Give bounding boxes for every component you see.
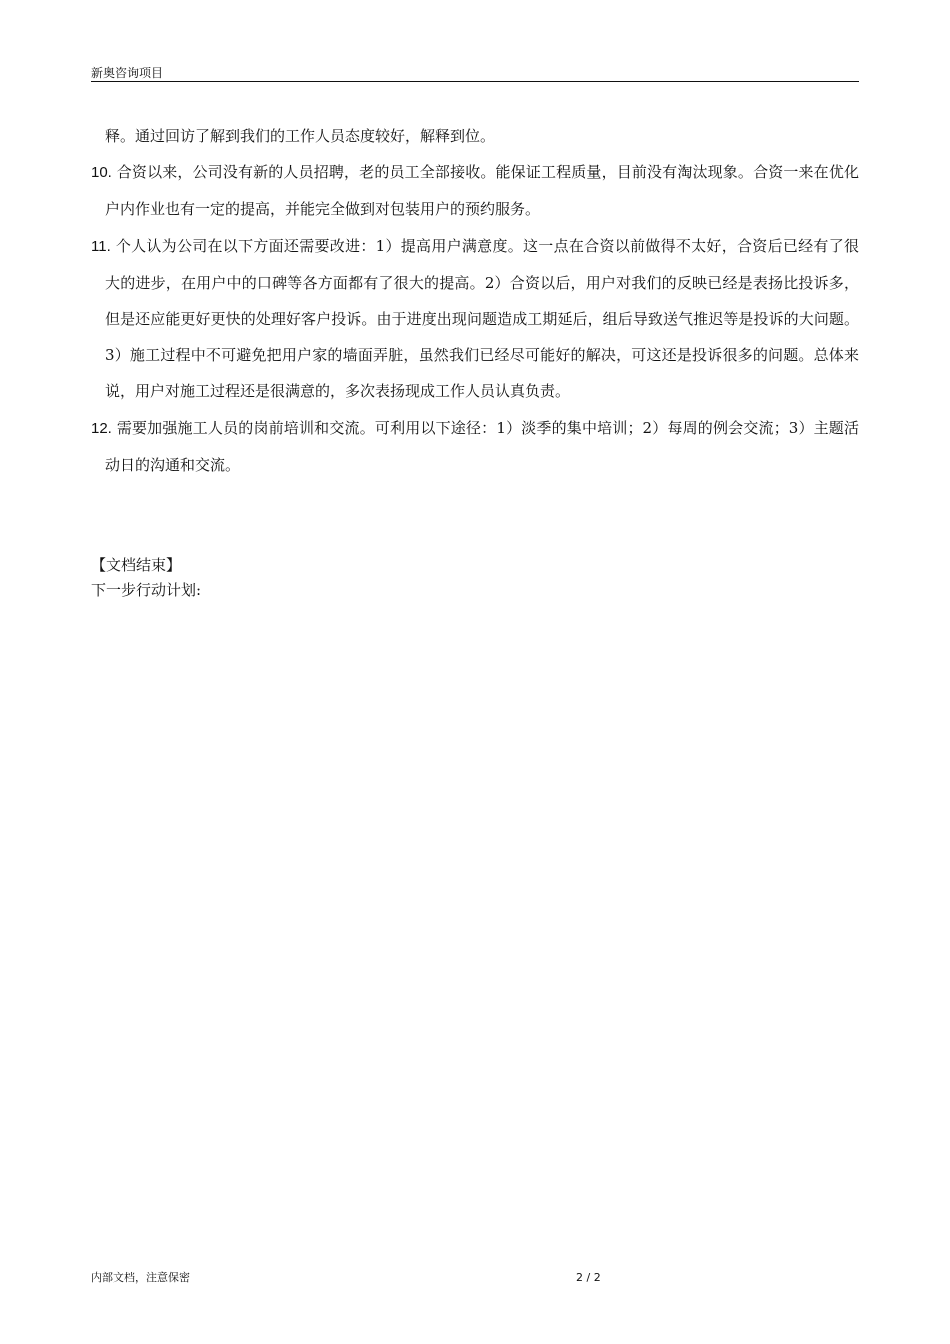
- header-divider: [91, 81, 859, 82]
- document-body: [91, 118, 859, 483]
- list-item-11: [91, 228, 859, 410]
- list-item-number: 11.: [91, 237, 111, 255]
- footer-confidential-note: 内部文档，注意保密: [91, 1271, 190, 1284]
- list-item-10: [91, 154, 859, 227]
- list-item-text: 合资以来，公司没有新的人员招聘，老的员工全部接收。能保证工程质量，目前没有淘汰现象。合资一来在优化户内作业也有一定的提高，并能完全做到对包装用户的预约服务。: [105, 163, 859, 219]
- list-item-number: 10.: [91, 164, 112, 182]
- footer-page-number: 2 / 2: [576, 1271, 601, 1284]
- list-item-text: 个人认为公司在以下方面还需要改进：1）提高用户满意度。这一点在合资以前做得不太好，合资后已经有了很大的进步，在用户中的口碑等各方面都有了很大的提高。2）合资以后，用户对我们的反映已经是表扬比投诉多，但是还应能更好更快的处理好客户投诉。由于进度出现问题造成工期延后，组后导致送气推迟等是投诉的大问题。3）施工过程中不可避免把用户家的墙面弄脏，虽然我们已经尽可能好的解决，可这还是投诉很多的问题。总体来说，用户对施工过程还是很满意的，多次表扬现成工作人员认真负责。: [105, 236, 859, 401]
- next-step-heading: 下一步行动计划:: [91, 581, 202, 599]
- list-item-number: 12.: [91, 419, 112, 437]
- continuation-paragraph: 释。通过回访了解到我们的工作人员态度较好，解释到位。: [105, 127, 496, 145]
- header-title: 新奥咨询项目: [91, 66, 164, 80]
- list-item-text: 需要加强施工人员的岗前培训和交流。可利用以下途径：1）淡季的集中培训；2）每周的例会交流；3）主题活动日的沟通和交流。: [105, 418, 859, 474]
- document-end-marker: 【文档结束】: [91, 556, 182, 574]
- list-item-12: [91, 410, 859, 483]
